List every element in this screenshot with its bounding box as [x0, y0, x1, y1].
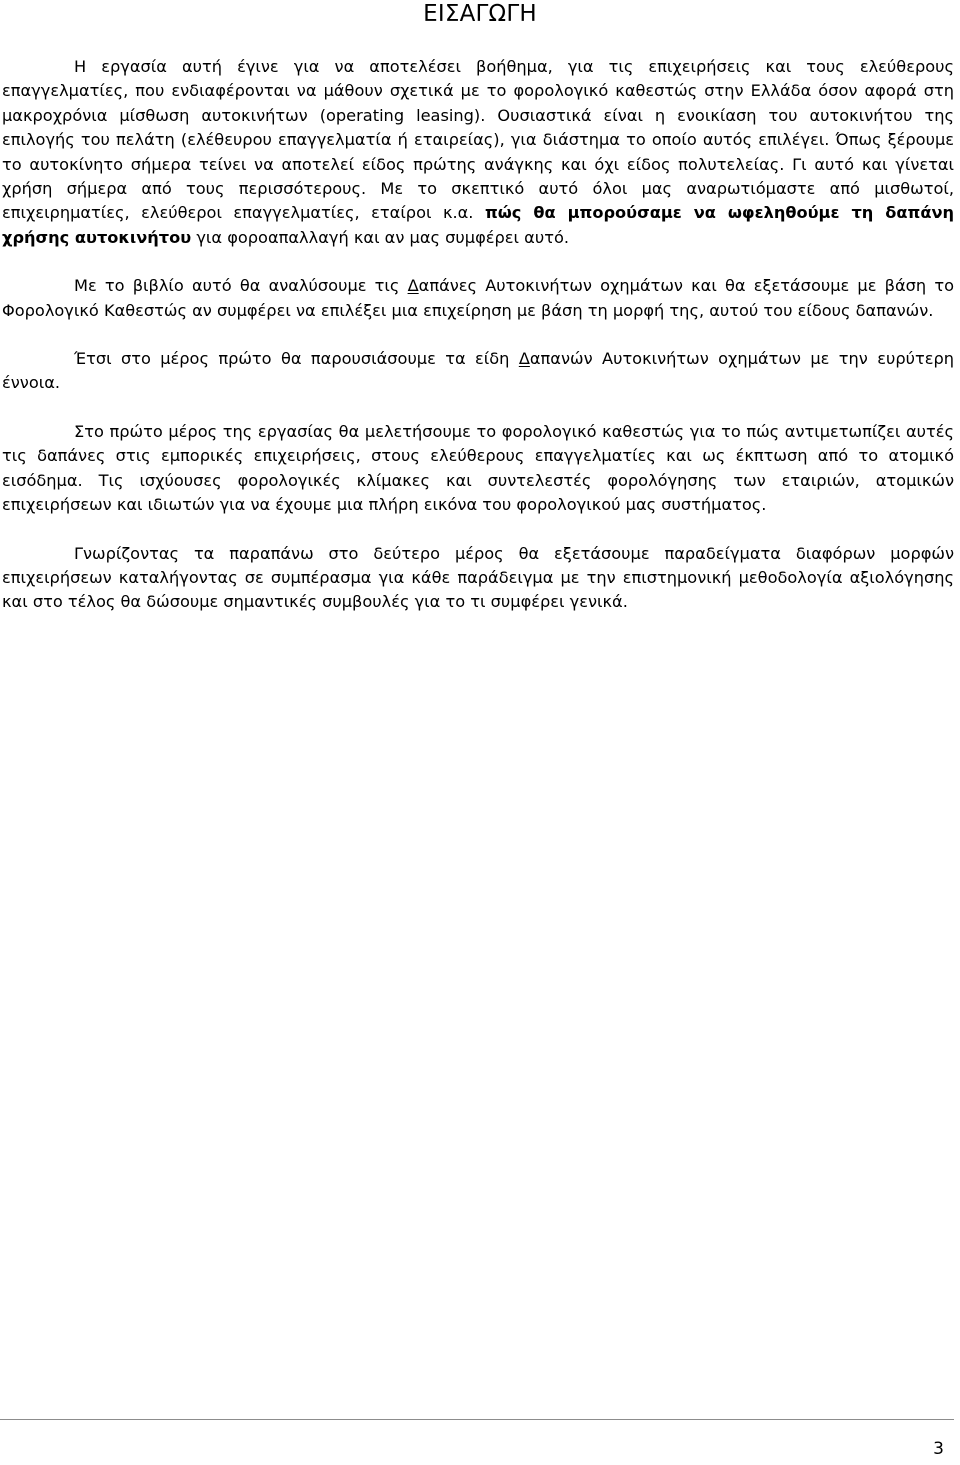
document-title: ΕΙΣΑΓΩΓΗ: [423, 1, 537, 27]
paragraph-text: Γνωρίζοντας τα παραπάνω στο δεύτερο μέρος θα εξετάσουμε παραδείγματα διαφόρων μορφών επιχειρήσεων καταλήγοντας σε συμπέρασμα για κάθε παράδειγμα με την επιστημονική μεθοδολογία αξιολόγησης και στο τέλος θα δώσουμε σημαντικές συμβουλές για το τι συμφέρει γενικά.: [2, 543, 954, 612]
paragraph-text: απάνες Αυτοκινήτων οχημάτων και θα εξετάσουμε με βάση το Φορολογικό Καθεστώς αν συμφέρει να επιλέξει μια επιχείρηση με βάση τη μορφή της, αυτού του είδους δαπανών.: [2, 276, 954, 320]
paragraph-part-one-details: [2, 420, 954, 518]
paragraph-part-one-summary: [2, 347, 954, 396]
paragraph-text: Έτσι στο μέρος πρώτο θα παρουσιάσουμε τα είδη: [74, 349, 519, 369]
paragraph-underlined-letter: Δ: [407, 276, 419, 296]
paragraph-book-scope: [2, 274, 954, 323]
paragraph-text: Η εργασία αυτή έγινε για να αποτελέσει βοήθημα, για τις επιχειρήσεις και τους ελεύθερους επαγγελματίες, που ενδιαφέρονται να μάθουν σχετικά με το φορολογικό καθεστώς στην Ελλάδα όσον αφορά στη μακροχρόνια μίσθωση αυτοκινήτων (operating leasing). Ουσιαστικά είναι η ενοικίαση του αυτοκινήτου της επιλογής του πελάτη (ελέθευρου επαγγελματία ή εταιρείας), για διάστημα το οποίο αυτός επιλέγει. Όπως ξέρουμε το αυτοκίνητο σήμερα τείνει να αποτελεί είδος πρώτης ανάγκης και όχι είδος πολυτελείας. Γι αυτό και γίνεται χρήση σήμερα από τους περισσότερους. Με το σκεπτικό αυτό όλοι μας αναρωτιόμαστε από μισθωτοί, επιχειρηματίες, ελεύθεροι επαγγελματίες, εταίροι κ.α.: [2, 57, 954, 223]
paragraph-underlined-letter: Δ: [518, 349, 530, 369]
paragraph-part-two: [2, 542, 954, 615]
paragraph-introduction: [2, 55, 954, 250]
footer-divider: [0, 1419, 954, 1420]
document-body: [2, 55, 954, 615]
page-number: 3: [933, 1439, 944, 1459]
paragraph-text: Με το βιβλίο αυτό θα αναλύσουμε τις: [74, 276, 408, 296]
paragraph-text: απανών Αυτοκινήτων οχημάτων με την ευρύτερη έννοια.: [2, 349, 954, 393]
paragraph-text: Στο πρώτο μέρος της εργασίας θα μελετήσουμε το φορολογικό καθεστώς για το πώς αντιμετωπίζει αυτές τις δαπάνες στις εμπορικές επιχειρήσεις, στους ελεύθερους επαγγελματίες και ως έκπτωση από το ατομικό εισόδημα. Τις ισχύουσες φορολογικές κλίμακες και συντελεστές φορολόγησης των εταιριών, ατομικών επιχειρήσεων και ιδιωτών για να έχουμε μια πλήρη εικόνα του φορολογικού μας συστήματος.: [2, 421, 954, 515]
paragraph-bold-text: πώς θα μπορούσαμε να ωφεληθούμε τη δαπάνη χρήσης αυτοκινήτου: [2, 203, 954, 247]
paragraph-text: για φοροαπαλλαγή και αν μας συμφέρει αυτό.: [191, 227, 569, 247]
